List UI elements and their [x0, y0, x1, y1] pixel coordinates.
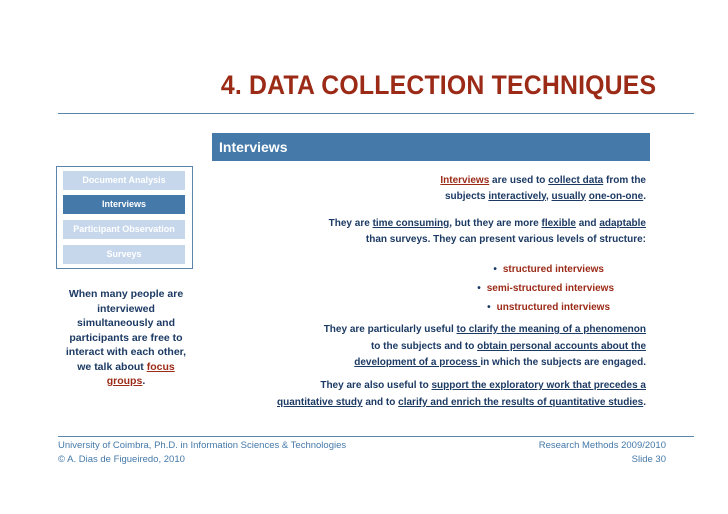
p4-run: and to	[362, 397, 399, 408]
footer-divider	[58, 436, 694, 437]
nav-item-interviews[interactable]: Interviews	[63, 195, 185, 214]
p2-run: They are	[328, 218, 373, 229]
title-divider	[58, 113, 694, 114]
p3-run: to the subjects and to	[370, 340, 478, 352]
p2-run: adaptable	[599, 218, 646, 229]
nav-item-document-analysis[interactable]: Document Analysis	[63, 171, 185, 190]
bullet-structured: structured interviews	[502, 264, 604, 275]
p1-run: Interviews	[440, 175, 490, 186]
p1-run: .	[643, 190, 646, 202]
p1-run: interactively	[488, 190, 546, 202]
p4-run: They are also useful to	[320, 380, 432, 391]
p2-run: , but they are more	[449, 218, 542, 229]
p1-run: one-on-one	[588, 190, 644, 202]
focus-group-note-end: .	[142, 375, 146, 387]
section-header-label: Interviews	[219, 139, 288, 155]
list-item: • structured interviews	[493, 264, 604, 275]
p3-run: obtain personal accounts about the development of a process	[354, 340, 646, 368]
footer-slide-number: Slide 30	[631, 454, 666, 465]
section-header-bar	[212, 133, 650, 161]
p1-run: from the subjects	[444, 175, 646, 202]
footer-institution: University of Coimbra, Ph.D. in Information Sciences & Technologies	[58, 440, 347, 451]
p3-run: in which the subjects are engaged.	[480, 357, 646, 368]
bullet-unstructured: unstructured interviews	[496, 302, 610, 313]
p2-run: and	[575, 218, 600, 229]
p2-run: time consuming	[372, 218, 450, 229]
p3-run: to clarify the meaning of a phenomenon	[456, 324, 646, 335]
p1-run: usually	[551, 190, 586, 202]
list-item: • unstructured interviews	[487, 302, 610, 313]
paragraph-clarify-meaning	[316, 322, 646, 372]
focus-groups-highlight: focus groups	[106, 360, 175, 387]
structure-bullet-list	[414, 260, 614, 317]
footer-author: © A. Dias de Figueiredo, 2010	[58, 454, 185, 465]
p2-run: than surveys. They can present various levels of structure:	[365, 233, 646, 245]
bullet-semi-structured: semi-structured interviews	[486, 283, 614, 294]
p3-run: They are particularly useful	[323, 324, 457, 335]
slide-title: 4. DATA COLLECTION TECHNIQUES	[220, 70, 656, 100]
paragraph-interviews-definition	[426, 173, 646, 204]
nav-item-surveys[interactable]: Surveys	[63, 245, 185, 264]
nav-item-participant-observation[interactable]: Participant Observation	[63, 220, 185, 239]
p1-run: are used to	[489, 175, 549, 186]
paragraph-structure-levels	[326, 216, 646, 247]
technique-nav	[56, 166, 193, 269]
footer-course: Research Methods 2009/2010	[538, 440, 666, 451]
focus-group-note	[58, 287, 194, 389]
focus-group-note-text: When many people are interviewed simultaneously and participants are free to interact with each other, we talk about	[65, 288, 187, 373]
p1-run: collect data	[548, 175, 604, 186]
p4-run: clarify and enrich the results of quantitative studies	[398, 397, 644, 408]
p1-run: ,	[545, 190, 552, 202]
p4-run: support the exploratory work that precedes a quantitative study	[277, 380, 646, 408]
p2-run: flexible	[541, 218, 576, 229]
p4-run: .	[643, 397, 646, 408]
list-item: • semi-structured interviews	[477, 283, 614, 294]
paragraph-exploratory-work	[276, 377, 646, 411]
